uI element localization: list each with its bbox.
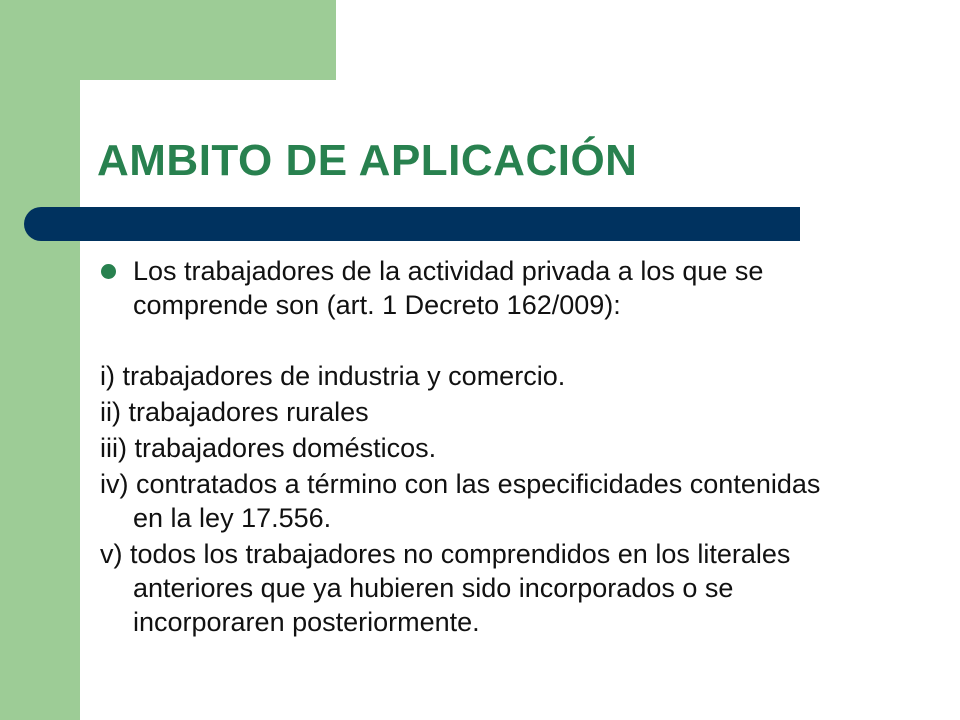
list-item: iv) contratados a término con las especificidades contenidas en la ley 17.556. — [100, 469, 821, 533]
list-item: ii) trabajadores rurales — [100, 397, 369, 427]
list-item: v) todos los trabajadores no comprendidos en los literales anteriores que ya hubieren sido incorporados o se incorporaren posteriormente. — [100, 539, 791, 637]
top-green-band — [0, 0, 336, 80]
list-item: i) trabajadores de industria y comercio. — [100, 361, 566, 391]
left-green-band — [0, 0, 80, 720]
slide-title: AMBITO DE APLICACIÓN — [97, 136, 638, 185]
title-rule-bar — [24, 207, 800, 241]
bullet-text: Los trabajadores de la actividad privada a los que se comprende son (art. 1 Decreto 162/009): — [133, 256, 764, 320]
list-item: iii) trabajadores domésticos. — [100, 433, 437, 463]
bullet-dot-icon — [101, 264, 116, 279]
slide-body — [100, 254, 830, 641]
bullet-point — [100, 254, 830, 322]
